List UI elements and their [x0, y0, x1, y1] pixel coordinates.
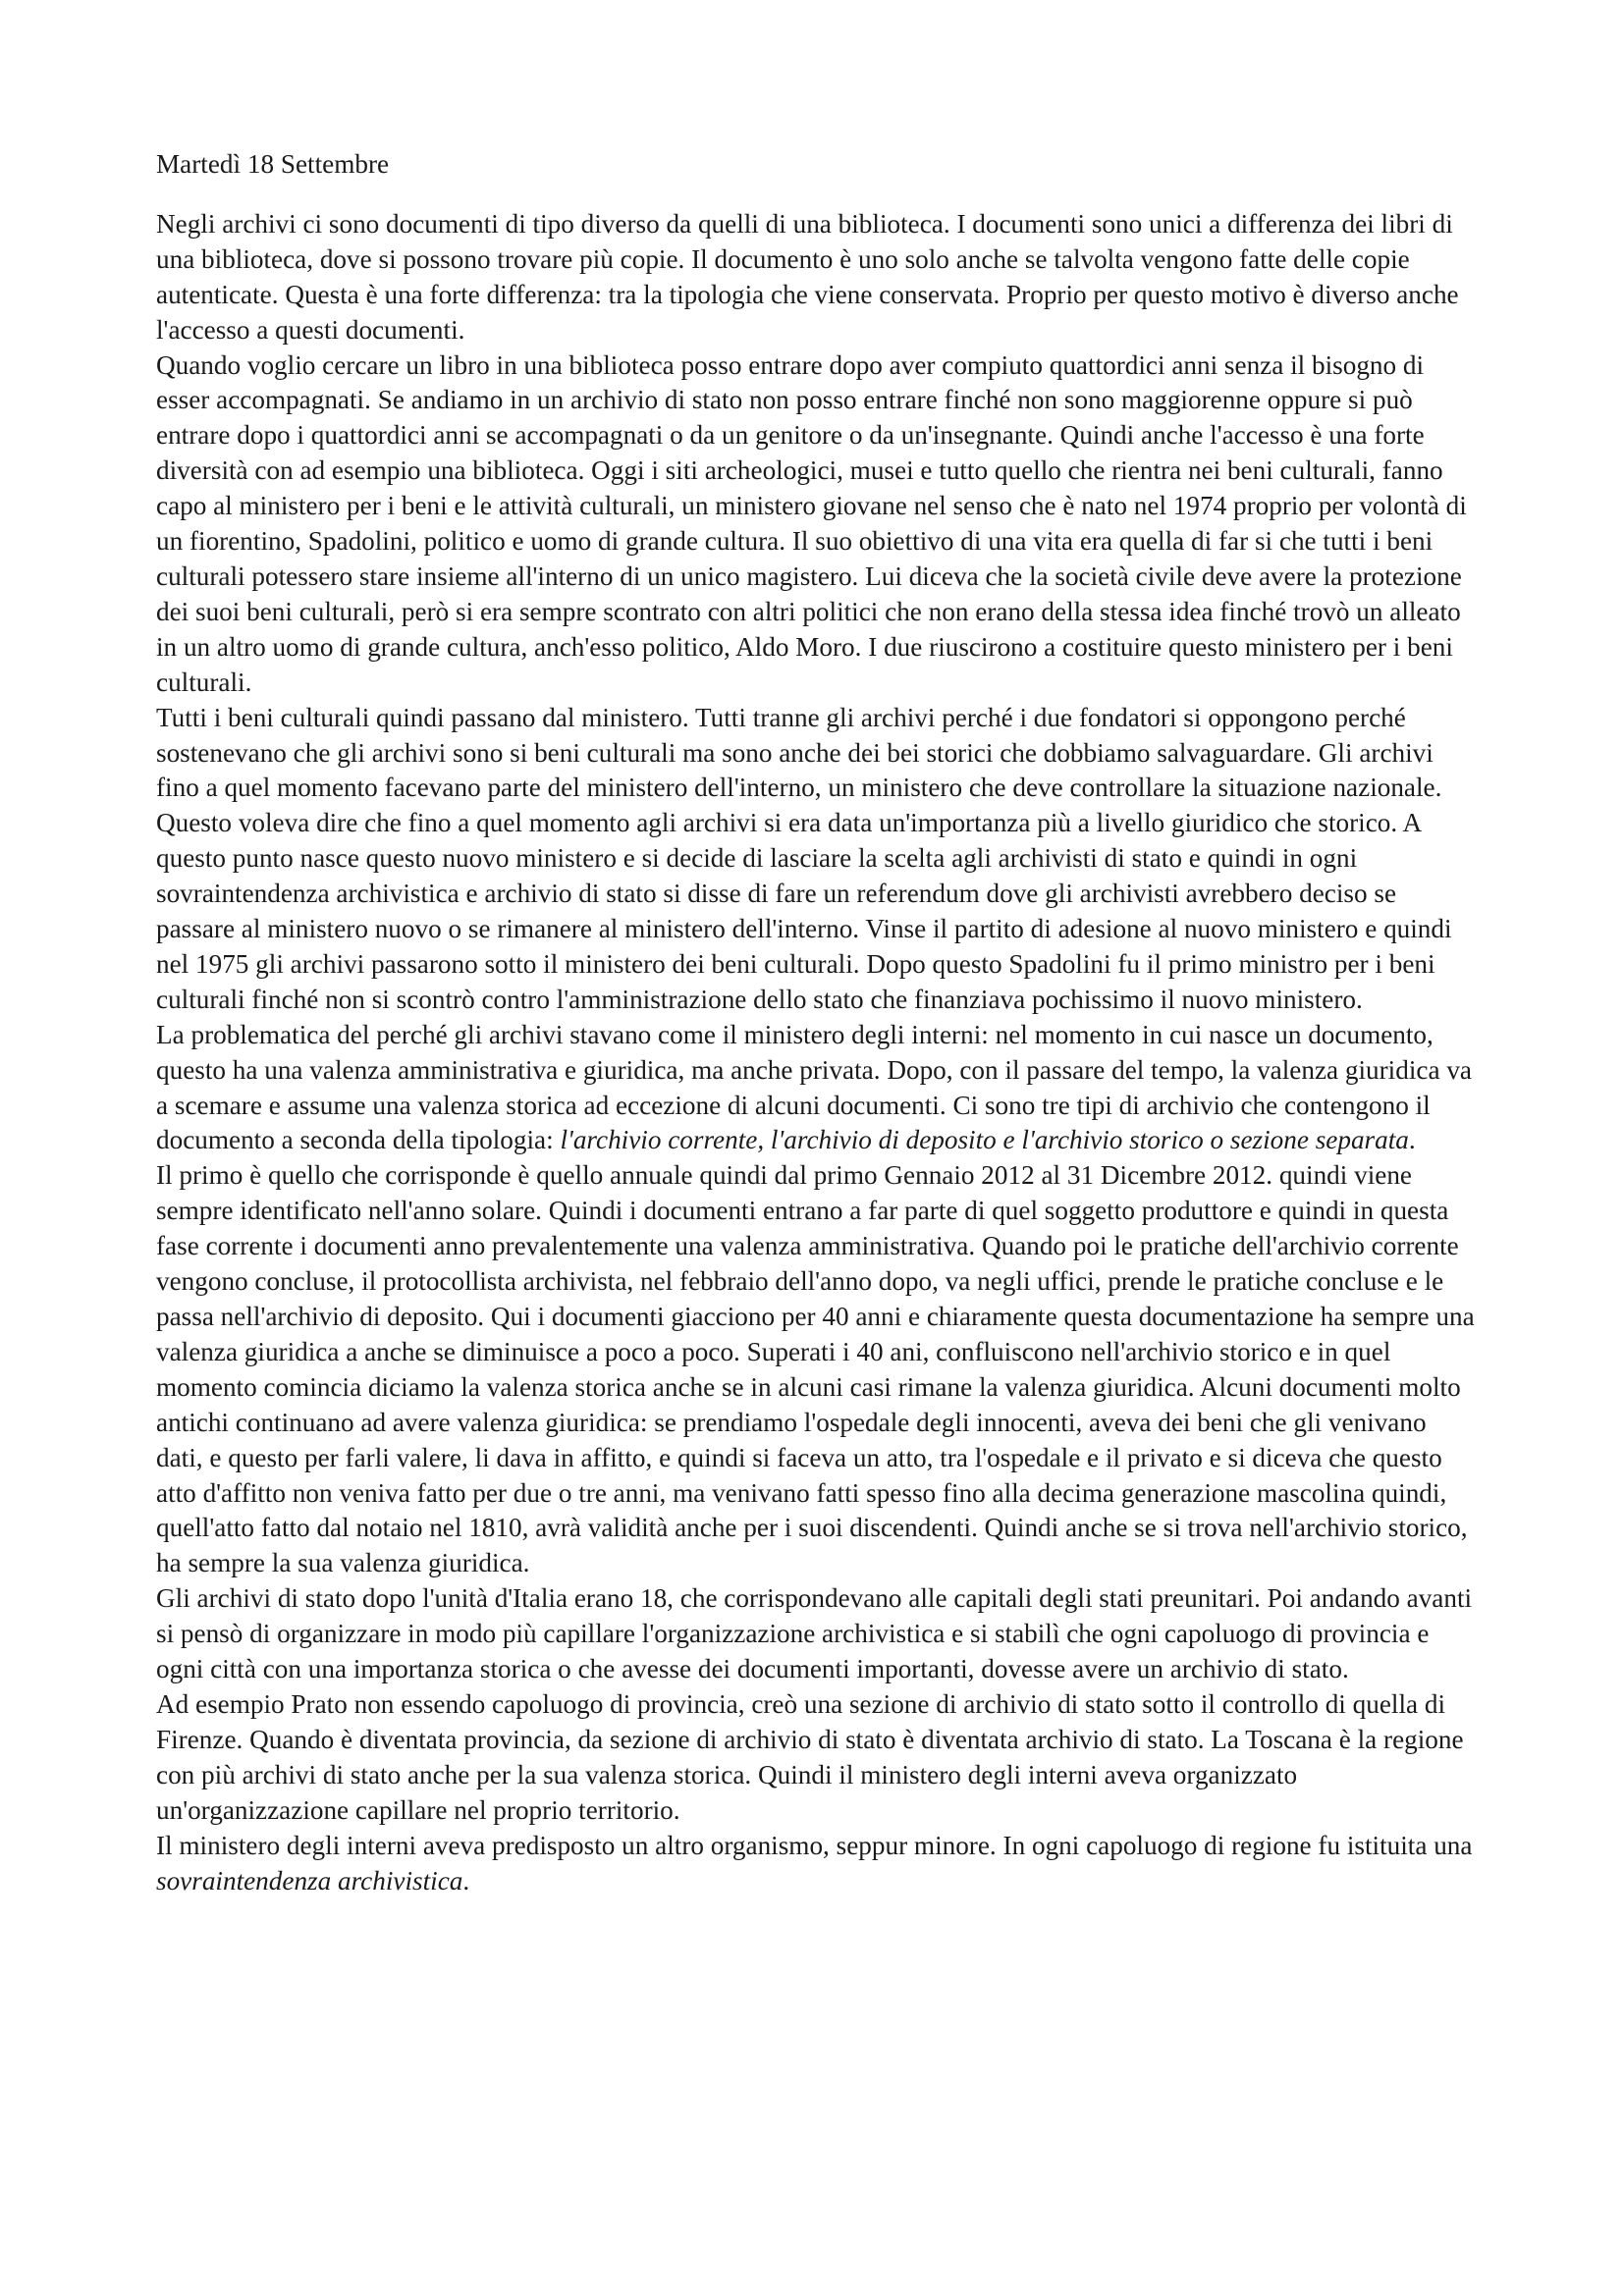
paragraph: Negli archivi ci sono documenti di tipo diverso da quelli di una biblioteca. I documenti sono unici a differenza dei libri di una biblioteca, dove si possono trovare più copie. Il documento è uno solo anche se talvolta vengono fatte delle copie autenticate. Questa è una forte differenza: tra la tipologia che viene conservata. Proprio per questo motivo è diverso anche l'accesso a questi documenti. [156, 208, 1459, 345]
paragraph: Tutti i beni culturali quindi passano dal ministero. Tutti tranne gli archivi perché i due fondatori si oppongono perché sostenevano che gli archivi sono si beni culturali ma sono anche dei bei storici che dobbiamo salvaguardare. Gli archivi fino a quel momento facevano parte del ministero dell'interno, un ministero che deve controllare la situazione nazionale. Questo voleva dire che fino a quel momento agli archivi si era data un'importanza più a livello giuridico che storico. A questo punto nasce questo nuovo ministero e si decide di lasciare la scelta agli archivisti di stato e quindi in ogni sovraintendenza archivistica e archivio di stato si disse di fare un referendum dove gli archivisti avrebbero deciso se passare al ministero nuovo o se rimanere al ministero dell'interno. Vinse il partito di adesione al nuovo ministero e quindi nel 1975 gli archivi passarono sotto il ministero dei beni culturali. Dopo questo Spadolini fu il primo ministro per i beni culturali finché non si scontrò contro l'amministrazione dello stato che finanziava pochissimo il nuovo ministero. [156, 702, 1452, 1014]
paragraph: Ad esempio Prato non essendo capoluogo di provincia, creò una sezione di archivio di stato sotto il controllo di quella di Firenze. Quando è diventata provincia, da sezione di archivio di stato è diventata archivio di stato. La Toscana è la regione con più archivi di stato anche per la sua valenza storica. Quindi il ministero degli interni aveva organizzato un'organizzazione capillare nel proprio territorio. [156, 1688, 1464, 1825]
emphasized-text: l'archivio corrente, l'archivio di deposito e l'archivio storico o sezione separata [560, 1125, 1409, 1155]
paragraph-end: . [1408, 1125, 1416, 1155]
paragraph: Gli archivi di stato dopo l'unità d'Italia erano 18, che corrispondevano alle capitali degli stati preunitari. Poi andando avanti si pensò di organizzare in modo più capillare l'organizzazione archivistica e si stabilì che ogni capoluogo di provincia e ogni città con una importanza storica o che avesse dei documenti importanti, dovesse avere un archivio di stato. [156, 1583, 1473, 1684]
paragraph: Il primo è quello che corrisponde è quello annuale quindi dal primo Gennaio 2012 al 31 Dicembre 2012. quindi viene sempre identificato nell'anno solare. Quindi i documenti entrano a far parte di quel soggetto produttore e quindi in questa fase corrente i documenti anno prevalentemente una valenza amministrativa. Quando poi le pratiche dell'archivio corrente vengono concluse, il protocollista archivista, nel febbraio dell'anno dopo, va negli uffici, prende le pratiche concluse e le passa nell'archivio di deposito. Qui i documenti giacciono per 40 anni e chiaramente questa documentazione ha sempre una valenza giuridica a anche se diminuisce a poco a poco. Superati i 40 ani, confluiscono nell'archivio storico e in quel momento comincia diciamo la valenza storica anche se in alcuni casi rimane la valenza giuridica. Alcuni documenti molto antichi continuano ad avere valenza giuridica: se prendiamo l'ospedale degli innocenti, aveva dei beni che gli venivano dati, e questo per farli valere, li dava in affitto, e quindi si faceva un atto, tra l'ospedale e il privato e si diceva che questo atto d'affitto non veniva fatto per due o tre anni, ma venivano fatti spesso fino alla decima generazione mascolina quindi, quell'atto fatto dal notaio nel 1810, avrà validità anche per i suoi discendenti. Quindi anche se si trova nell'archivio storico, ha sempre la sua valenza giuridica. [156, 1160, 1475, 1578]
paragraph-end: . [462, 1865, 470, 1896]
paragraph-archive-types [156, 1018, 1477, 1159]
paragraph: Quando voglio cercare un libro in una biblioteca posso entrare dopo aver compiuto quattordici anni senza il bisogno di esser accompagnati. Se andiamo in un archivio di stato non posso entrare finché non sono maggiorenne oppure si può entrare dopo i quattordici anni se accompagnati o da un genitore o da un'insegnante. Quindi anche l'accesso è una forte diversità con ad esempio una biblioteca. Oggi i siti archeologici, musei e tutto quello che rientra nei beni culturali, fanno capo al ministero per i beni e le attività culturali, un ministero giovane nel senso che è nato nel 1974 proprio per volontà di un fiorentino, Spadolini, politico e uomo di grande cultura. Il suo obiettivo di una vita era quella di far si che tutti i beni culturali potessero stare insieme all'interno di un unico magistero. Lui diceva che la società civile deve avere la protezione dei suoi beni culturali, però si era sempre scontrato con altri politici che non erano della stessa idea finché trovò un alleato in un altro uomo di grande cultura, anch'esso politico, Aldo Moro. I due riuscirono a costituire questo ministero per i beni culturali. [156, 349, 1467, 697]
paragraph-text: La problematica del perché gli archivi stavano come il ministero degli interni: nel momento in cui nasce un documento, questo ha una valenza amministrativa e giuridica, ma anche privata. Dopo, con il passare del tempo, la valenza giuridica va a scemare e assume una valenza storica ad eccezione di alcuni documenti. Ci sono tre tipi di archivio che contengono il documento a seconda della tipologia: [156, 1019, 1472, 1155]
document-date: Martedì 18 Settembre [156, 149, 390, 179]
document-body [156, 147, 1477, 1898]
paragraph-text: Il ministero degli interni aveva predisposto un altro organismo, seppur minore. In ogni capoluogo di regione fu istituita una [156, 1830, 1473, 1860]
emphasized-text: sovraintendenza archivistica [156, 1865, 463, 1896]
paragraph-last [156, 1829, 1477, 1899]
